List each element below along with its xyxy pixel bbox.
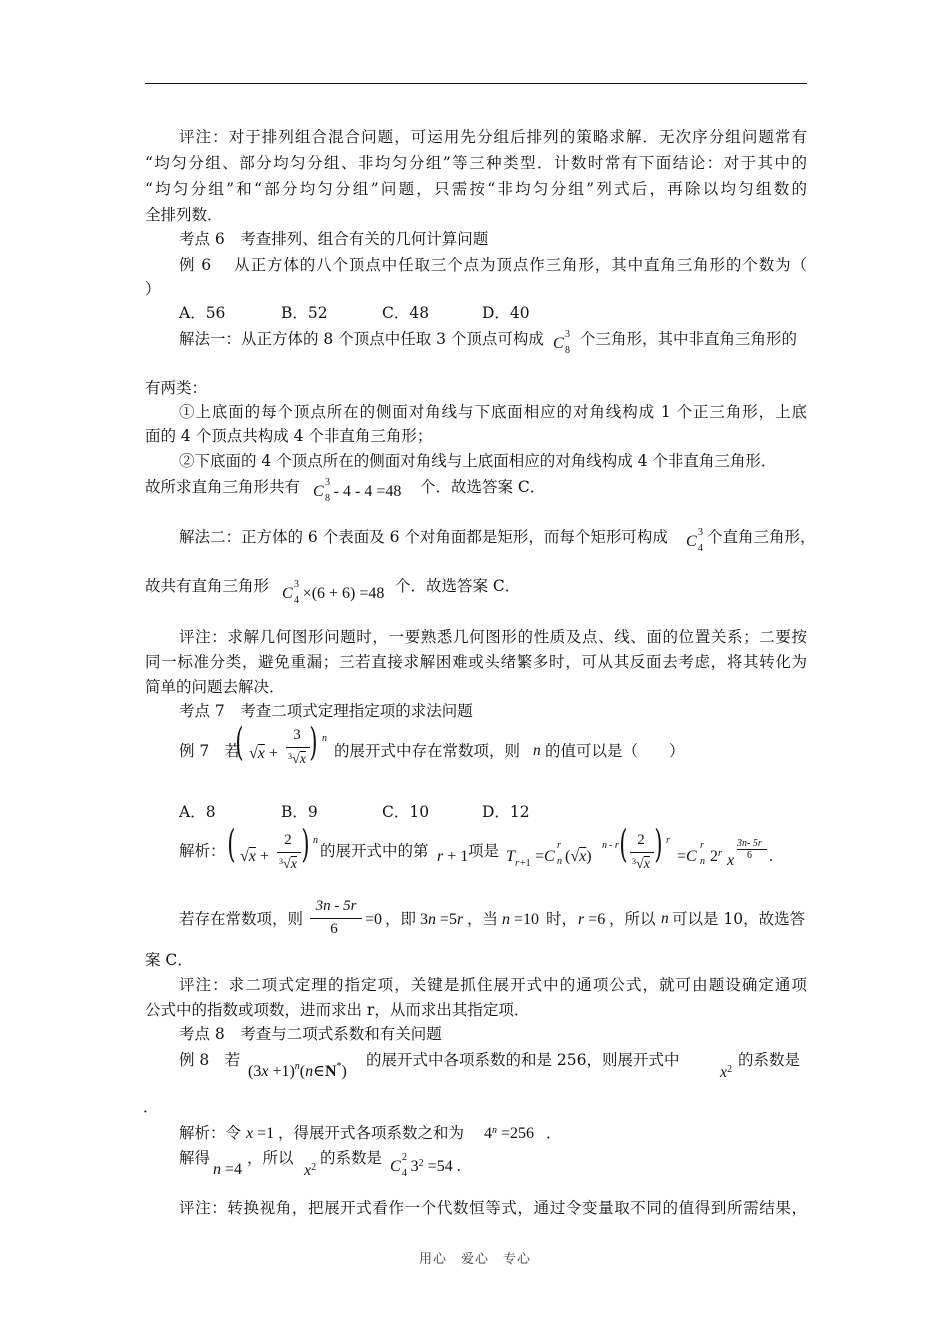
comment3-line1: 评注：求二项式定理的指定项，关键是抓住展开式中的通项公式，就可由题设确定通项 — [179, 976, 807, 994]
ex6-question-line1: 例 6 从正方体的八个顶点中任取三个点为顶点作三角形，其中直角三角形的个数为（ — [179, 256, 807, 274]
page-footer: 用心 爱心 专心 — [418, 1252, 531, 1267]
ex7-condition-ie: ，即 — [385, 910, 417, 928]
header-rule — [145, 83, 807, 84]
ex8-question-mid: 的展开式中各项系数的和是 256，则展开式中 — [366, 1051, 680, 1069]
comment3-line2: 公式中的指数或项数，进而求出 r，从而求出其指定项． — [145, 1001, 530, 1019]
ex6-solution1-intro: 解法一：从正方体的 8 个顶点中任取 3 个顶点可构成 — [179, 330, 544, 348]
ex7-analysis-mid: 的展开式中的第 — [320, 842, 429, 860]
ex7-var-n-2: n — [661, 910, 669, 927]
comment1-line3: “均匀分组”和“部分均匀分组”问题，只需按“非均匀分组”列式后，再除以均匀组数的 — [145, 180, 807, 198]
ex7-condition-intro: 若存在常数项，则 — [179, 910, 304, 928]
ex6-solution2-intro: 解法二：正方体的 6 个表面及 6 个对角面都是矩形，而每个矩形可构成 — [179, 528, 668, 546]
formula-n-10: n =10 — [502, 911, 540, 928]
ex8-solve-intro: 解得 — [179, 1149, 211, 1167]
ex8-analysis-intro: 解析：令 — [179, 1124, 242, 1142]
ex7-condition-when: ，当 — [467, 910, 499, 928]
ex7-question-end: 的值可以是（ ） — [545, 742, 685, 760]
ex8-question-end: 的系数是 — [738, 1051, 801, 1069]
formula-3x-plus-1: $(3x +1)^n(n\in N^*)$ — [248, 1061, 347, 1080]
comment4-line1: 评注：转换视角，把展开式看作一个代数恒等式，通过令变量取不同的值得到所需结果， — [179, 1199, 807, 1217]
ex7-answer: 案 C． — [145, 951, 193, 969]
ex8-analysis-mid: ，得展开式各项系数之和为 — [278, 1124, 465, 1142]
ex6-solution1-types: 有两类： — [145, 379, 208, 397]
ex6-question-line2: ） — [145, 280, 161, 298]
ex6-total-intro: 故所求直角三角形共有 — [145, 478, 301, 496]
formula-r-plus-1: r + 1 — [437, 848, 469, 865]
formula-x-squared-2: $x^2$ — [304, 1162, 317, 1179]
comment1-line1: 评注：对于排列组合混合问题，可运用先分组后排列的策略求解．无次序分组问题常有 — [179, 128, 807, 146]
formula-x-1: x =1 — [246, 1125, 275, 1142]
formula-c4-3-times: C 3 4 ×(6 + 6) =48 — [282, 579, 385, 606]
comment1-line4: 全排列数． — [145, 206, 223, 224]
comment2-line3: 简单的问题去解决． — [145, 678, 285, 696]
ex6-answer2: 个．故选答案 C． — [395, 577, 521, 595]
formula-c4-2-result: C 2 4 $3^2 =54$ . — [390, 1152, 461, 1179]
ex7-condition-then: 时， — [546, 910, 578, 928]
kp8-heading: 考点 8 考查与二项式系数和有关问题 — [179, 1025, 442, 1043]
ex6-solution2-total: 故共有直角三角形 — [145, 577, 270, 595]
formula-c4-3: C 3 4 — [686, 527, 703, 554]
ex7-condition-so: ，所以 — [609, 910, 656, 928]
ex7-question-intro: 例 7 若 — [179, 742, 241, 760]
ex7-option-d: D．12 — [482, 803, 530, 821]
ex7-var-n: n — [533, 742, 541, 759]
comment2-line1: 评注：求解几何图形问题时，一要熟悉几何图形的性质及点、线、面的位置关系；二要按 — [179, 628, 807, 646]
ex8-solve-coef: 的系数是 — [320, 1149, 383, 1167]
ex6-case2: ②下底面的 4 个顶点所在的侧面对角线与上底面相应的对角线构成 4 个非直角三角形． — [179, 452, 777, 470]
ex7-analysis-term: 项是 — [468, 842, 500, 860]
ex8-question-intro: 例 8 若 — [179, 1051, 241, 1069]
ex6-case1-line2: 面的 4 个顶点共构成 4 个非直角三角形； — [145, 427, 433, 445]
ex7-option-c: C．10 — [382, 803, 430, 821]
ex6-option-b: B．52 — [281, 304, 328, 322]
ex6-option-d: D．40 — [482, 304, 530, 322]
comment2-line2: 同一标准分类，避免重漏；三若直接求解困难或头绪繁多时，可从其反面去考虑，将其转化为 — [145, 653, 807, 671]
formula-4n-256: $4^n =256$ — [484, 1125, 535, 1142]
ex6-answer1: 个．故选答案 C． — [420, 478, 546, 496]
formula-c8-3: C 3 8 — [553, 329, 570, 356]
formula-x-squared: $x^2$ — [720, 1064, 733, 1081]
ex7-option-a: A．8 — [179, 803, 216, 821]
ex6-option-a: A．56 — [179, 304, 226, 322]
ex8-analysis-end: ． — [546, 1124, 562, 1142]
ex7-analysis-label: 解析： — [179, 842, 226, 860]
ex6-solution1-cont: 个三角形，其中非直角三角形的 — [580, 330, 798, 348]
ex6-option-c: C．48 — [382, 304, 430, 322]
formula-c8-3-minus: C 3 8 - 4 - 4 =48 — [313, 477, 402, 504]
ex6-solution2-cont: 个直角三角形， — [707, 528, 816, 546]
ex7-option-b: B．9 — [281, 803, 318, 821]
kp7-heading: 考点 7 考查二项式定理指定项的求法问题 — [179, 702, 473, 720]
ex8-solve-so: ，所以 — [247, 1149, 294, 1167]
ex7-condition-end: 可以是 10，故选答 — [672, 910, 806, 928]
comment1-line2: “均匀分组、部分均匀分组、非均匀分组”等三种类型．计数时常有下面结论：对于其中的 — [145, 154, 807, 172]
formula-3n-5r: 3n =5r — [420, 911, 464, 928]
formula-r-6: r =6 — [578, 911, 606, 928]
ex6-case1-line1: ①上底面的每个顶点所在的侧面对角线与下底面相应的对角线构成 1 个正三角形，上底 — [179, 403, 807, 421]
formula-n-4: n =4 — [213, 1161, 243, 1178]
ex7-question-mid: 的展开式中存在常数项，则 — [334, 742, 521, 760]
ex8-question-blank: ． — [143, 1098, 159, 1116]
kp6-heading: 考点 6 考查排列、组合有关的几何计算问题 — [179, 230, 489, 248]
